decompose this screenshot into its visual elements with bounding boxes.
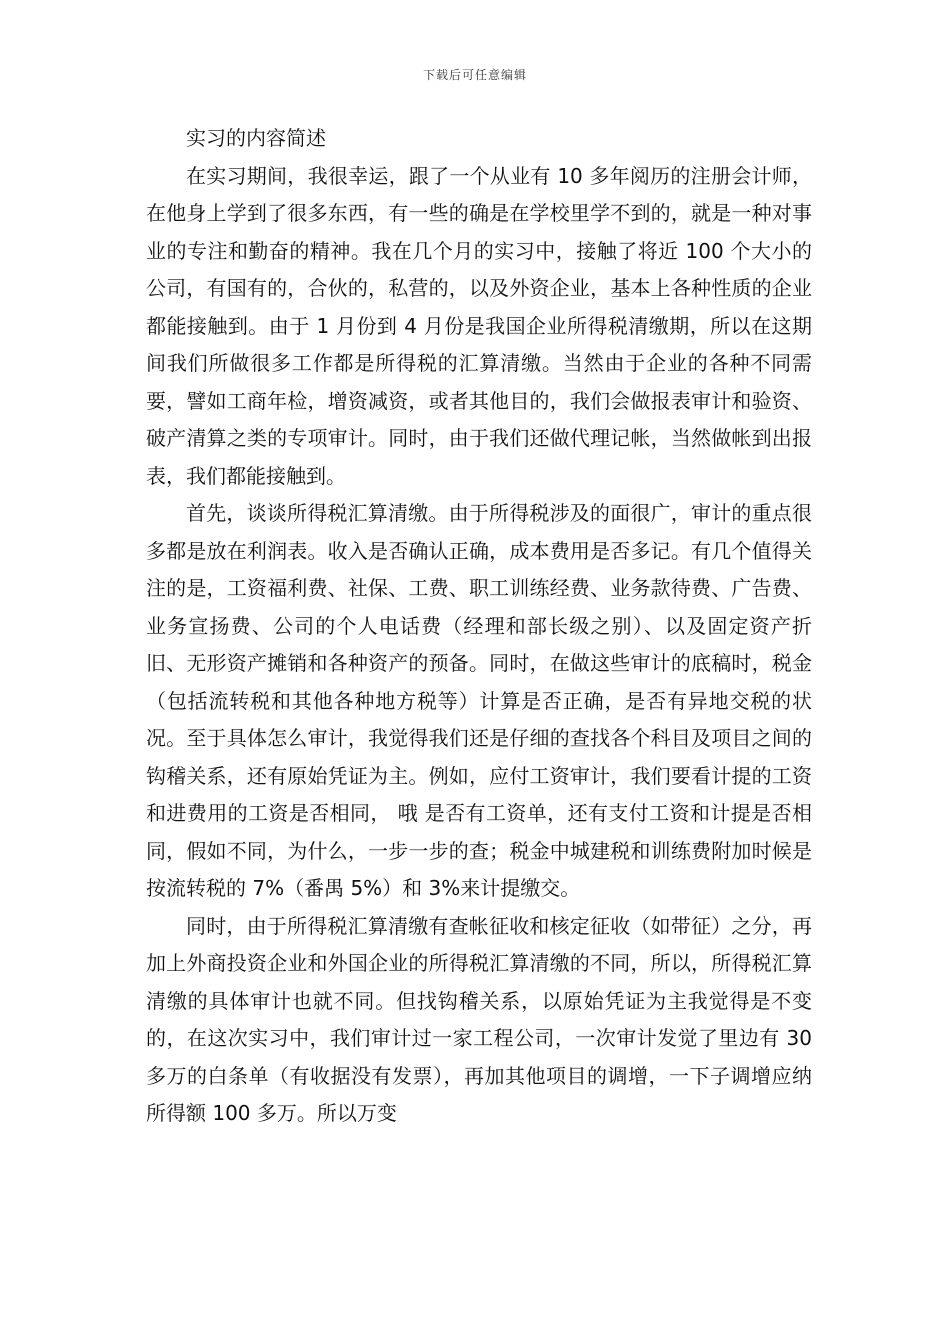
paragraph-3: 同时，由于所得税汇算清缴有查帐征收和核定征收（如带征）之分，再加上外商投资企业和外国企业的所得税汇算清缴的不同，所以，所得税汇算清缴的具体审计也就不同。但找钩稽关系，以原始凭证为主我觉得是不变的，在这次实习中，我们审计过一家工程公司，一次审计发觉了里边有 30 多万的白条单（有收据没有发票），再加其他项目的调增，一下子调增应纳所得额 100 多万。所以万变 — [146, 913, 812, 1125]
page-header-note: 下载后可任意编辑 — [422, 68, 527, 82]
document-title: 实习的内容简述 — [186, 126, 326, 150]
paragraph-1: 在实习期间，我很幸运，跟了一个从业有 10 多年阅历的注册会计师，在他身上学到了很多东西，有一些的确是在学校里学不到的，就是一种对事业的专注和勤奋的精神。我在几个月的实习中，接触了将近 100 个大小的公司，有国有的，合伙的，私营的，以及外资企业，基本上各种性质的企业都能接触到。由于 1 月份到 4 月份是我国企业所得税清缴期，所以在这期间我们所做很多工作都是所得税的汇算清缴。当然由于企业的各种不同需要，譬如工商年检，增资减资，或者其他目的，我们会做报表审计和验资、破产清算之类的专项审计。同时，由于我们还做代理记帐，当然做帐到出报表，我们都能接触到。 — [146, 163, 812, 488]
paragraph-2: 首先，谈谈所得税汇算清缴。由于所得税涉及的面很广，审计的重点很多都是放在利润表。收入是否确认正确，成本费用是否多记。有几个值得关注的是，工资福利费、社保、工费、职工训练经费、业务款待费、广告费、业务宣扬费、公司的个人电话费（经理和部长级之别）、以及固定资产折旧、无形资产摊销和各种资产的预备。同时，在做这些审计的底稿时，税金（包括流转税和其他各种地方税等）计算是否正确，是否有异地交税的状况。至于具体怎么审计，我觉得我们还是仔细的查找各个科目及项目之间的钩稽关系，还有原始凭证为主。例如，应付工资审计，我们要看计提的工资和进费用的工资是否相同， 哦 是否有工资单，还有支付工资和计提是否相同，假如不同，为什么，一步一步的查；税金中城建税和训练费附加时候是按流转税的 7%（番禺 5%）和 3%来计提缴交。 — [146, 501, 812, 900]
document-body — [146, 120, 812, 1133]
